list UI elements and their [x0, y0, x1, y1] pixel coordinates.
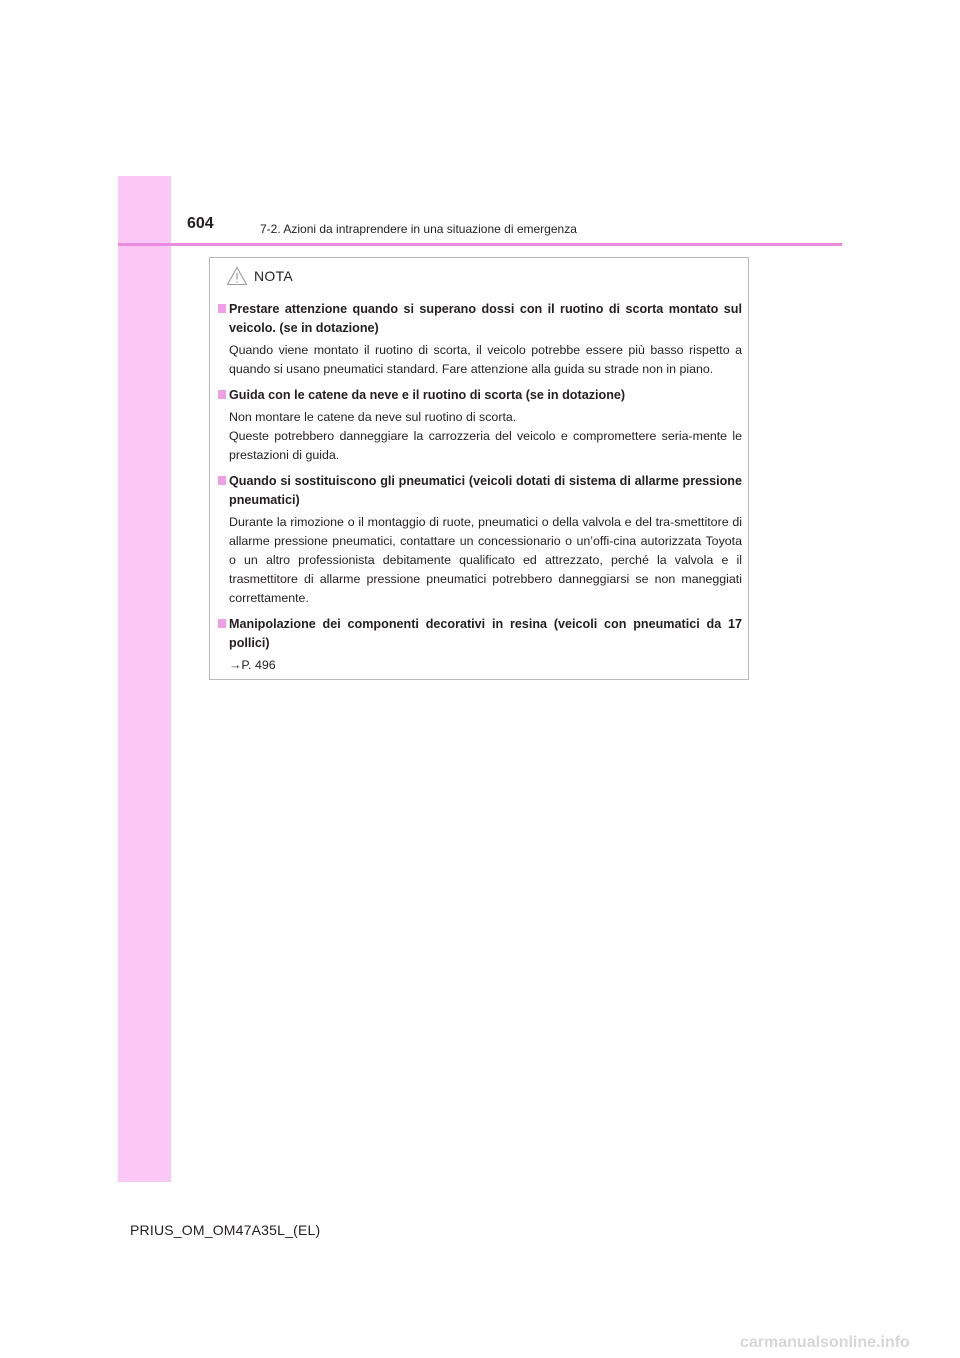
- square-bullet-icon: [218, 476, 226, 485]
- header-rule: [118, 243, 842, 246]
- square-bullet-icon: [218, 619, 226, 628]
- warning-triangle-icon: [226, 266, 248, 286]
- nota-item-body: [218, 341, 742, 379]
- nota-item-title: Prestare attenzione quando si superano dossi con il ruotino di scorta montato sul veicolo. (se in dotazione): [218, 300, 742, 338]
- square-bullet-icon: [218, 390, 226, 399]
- page-reference-link[interactable]: →P. 496: [229, 658, 276, 672]
- nota-item-body: [218, 513, 742, 608]
- nota-item-body: [218, 408, 742, 465]
- side-color-band: [118, 176, 171, 1182]
- nota-item-title: Quando si sostituiscono gli pneumatici (veicoli dotati di sistema di allarme pressione pneumatici): [218, 472, 742, 510]
- paragraph: Queste potrebbero danneggiare la carrozzeria del veicolo e compromettere seria-mente le prestazioni di guida.: [229, 429, 742, 462]
- nota-label: NOTA: [254, 268, 294, 284]
- nota-item-title: Manipolazione dei componenti decorativi in resina (veicoli con pneumatici da 17 pollici): [218, 615, 742, 653]
- nota-item: [218, 615, 742, 675]
- nota-header: [226, 265, 293, 287]
- paragraph: Durante la rimozione o il montaggio di ruote, pneumatici o della valvola e del tra-smettitore di allarme pressione pneumatici, contattare un concessionario o un’offi-cina autorizzata Toyota o un altro professionista debitamente qualificato ed attrezzato, perché la valvola e il trasmettitore di allarme pressione pneumatici potrebbero danneggiarsi se non maneggiati correttamente.: [229, 515, 742, 605]
- page-number: 604: [187, 215, 214, 232]
- nota-item: [218, 300, 742, 379]
- footer-doc-code: PRIUS_OM_OM47A35L_(EL): [130, 1222, 321, 1238]
- nota-content: [218, 300, 742, 682]
- section-title: 7-2. Azioni da intraprendere in una situazione di emergenza: [260, 222, 577, 236]
- nota-box: [209, 257, 749, 680]
- paragraph: Quando viene montato il ruotino di scorta, il veicolo potrebbe essere più basso rispetto a quando si usano pneumatici standard. Fare attenzione alla guida su strade non in piano.: [229, 343, 742, 376]
- nota-item: [218, 386, 742, 465]
- square-bullet-icon: [218, 304, 226, 313]
- nota-item: [218, 472, 742, 608]
- nota-item-title: Guida con le catene da neve e il ruotino di scorta (se in dotazione): [218, 386, 742, 405]
- watermark: carmanualsonline.info: [740, 1334, 910, 1351]
- paragraph: Non montare le catene da neve sul ruotino di scorta.: [229, 410, 517, 424]
- nota-item-body: [218, 656, 742, 675]
